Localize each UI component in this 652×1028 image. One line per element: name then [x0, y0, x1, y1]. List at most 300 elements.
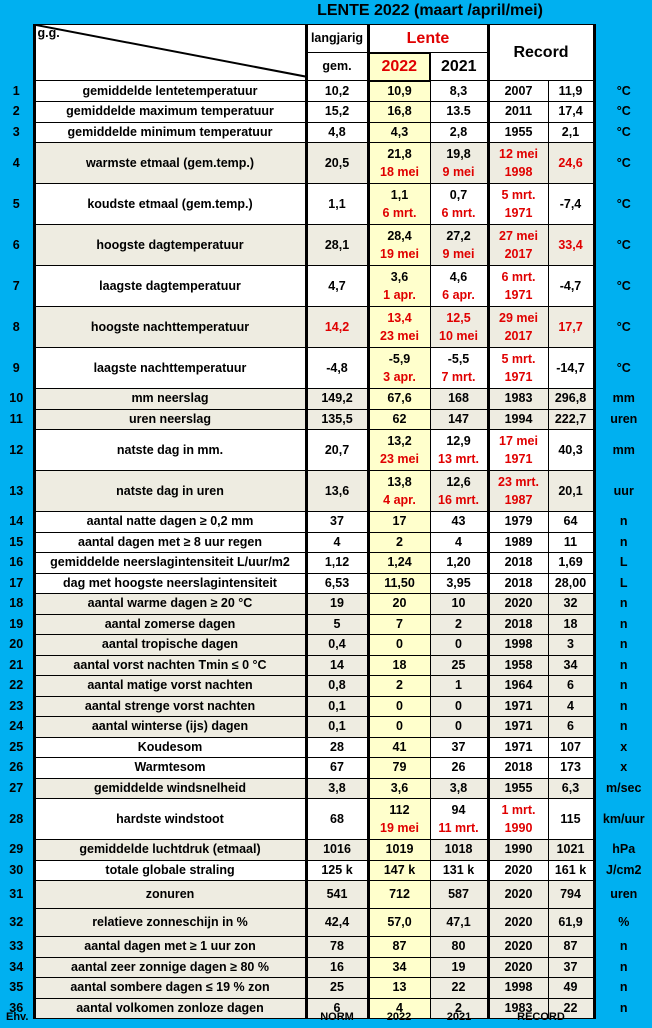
unit-label: °C — [616, 155, 631, 170]
unit-label: n — [619, 959, 628, 974]
row-label: aantal sombere dagen ≤ 19 % zon — [34, 978, 306, 999]
unit-label: n — [619, 939, 628, 954]
record-value: 4 — [548, 696, 594, 717]
table-row — [0, 655, 652, 676]
value-2022: 7 — [368, 614, 430, 635]
row-label: gemiddelde windsnelheid — [34, 778, 306, 799]
record-date — [488, 225, 548, 266]
record-year: 2018 — [488, 614, 548, 635]
record-date — [488, 184, 548, 225]
value-2022 — [368, 266, 430, 307]
unit-label: °C — [616, 83, 631, 98]
record-date — [488, 430, 548, 471]
table-row — [0, 307, 652, 348]
record-day: 27 mei — [499, 228, 538, 243]
value-2022-value: 13,4 — [387, 310, 412, 325]
record-year: 1979 — [488, 512, 548, 533]
value-2021: 25 — [430, 655, 488, 676]
value-2022: 2 — [368, 676, 430, 697]
value-2021: 26 — [430, 758, 488, 779]
value-2021: 1 — [430, 676, 488, 697]
record-value: 3 — [548, 635, 594, 656]
value-2021-value: 19,8 — [446, 146, 471, 161]
row-number: 35 — [9, 980, 24, 995]
row-number: 24 — [9, 719, 24, 734]
value-2022: 0 — [368, 717, 430, 738]
value-2021: 37 — [430, 737, 488, 758]
value-2022: 20 — [368, 594, 430, 615]
record-year: 1990 — [504, 820, 533, 835]
norm-value: 25 — [306, 978, 368, 999]
table-row — [0, 881, 652, 909]
record-year: 1955 — [488, 778, 548, 799]
value-2022-value: 3,6 — [390, 269, 409, 284]
value-2022-value: -5,9 — [388, 351, 411, 366]
record-value: 6,3 — [548, 778, 594, 799]
value-2021-date: 16 mrt. — [438, 492, 479, 507]
row-number: 32 — [9, 915, 24, 929]
norm-value: 28 — [306, 737, 368, 758]
norm-value: 4,8 — [306, 122, 368, 143]
row-label: totale globale straling — [34, 860, 306, 881]
value-2022 — [368, 348, 430, 389]
value-2021: 13.5 — [430, 102, 488, 123]
record-value: 22 — [548, 998, 594, 1019]
record-value: 40,3 — [548, 430, 594, 471]
value-2022-value: 13,2 — [387, 433, 412, 448]
norm-value: 1016 — [306, 840, 368, 861]
row-number: 14 — [9, 514, 24, 529]
record-value: 115 — [548, 799, 594, 840]
row-label: natste dag in mm. — [34, 430, 306, 471]
record-value: 20,1 — [548, 471, 594, 512]
record-year: 1987 — [504, 492, 533, 507]
value-2021-value: 27,2 — [446, 228, 471, 243]
unit-label: n — [619, 616, 628, 631]
record-year: 1994 — [488, 409, 548, 430]
record-date — [488, 266, 548, 307]
norm-value: 149,2 — [306, 389, 368, 410]
record-year: 1989 — [488, 532, 548, 553]
value-2021: 147 — [430, 409, 488, 430]
value-2021: 1,20 — [430, 553, 488, 574]
value-2021: 0 — [430, 696, 488, 717]
record-year: 1998 — [488, 978, 548, 999]
row-number: 8 — [12, 319, 20, 334]
table-row — [0, 614, 652, 635]
norm-value: 1,12 — [306, 553, 368, 574]
value-2022: 57,0 — [368, 909, 430, 937]
value-2022 — [368, 307, 430, 348]
record-date — [488, 307, 548, 348]
record-year: 1971 — [488, 696, 548, 717]
record-year: 2017 — [504, 246, 533, 261]
record-value: 33,4 — [548, 225, 594, 266]
value-2021-date: 13 mrt. — [438, 451, 479, 466]
table-row — [0, 957, 652, 978]
norm-value: -4,8 — [306, 348, 368, 389]
record-year: 2020 — [488, 594, 548, 615]
row-number: 26 — [9, 760, 24, 775]
table-row — [0, 594, 652, 615]
header-gg: g.g. — [37, 26, 60, 40]
value-2021 — [430, 266, 488, 307]
record-year: 1990 — [488, 840, 548, 861]
table-row — [0, 184, 652, 225]
value-2021 — [430, 143, 488, 184]
row-label: aantal zeer zonnige dagen ≥ 80 % — [34, 957, 306, 978]
row-label: natste dag in uren — [34, 471, 306, 512]
record-value: 296,8 — [548, 389, 594, 410]
row-number: 1 — [12, 83, 20, 98]
value-2021-value: 4,6 — [449, 269, 468, 284]
record-year: 1971 — [504, 205, 533, 220]
value-2022: 2 — [368, 532, 430, 553]
record-value: 17,4 — [548, 102, 594, 123]
value-2021: 3,8 — [430, 778, 488, 799]
value-2022-value: 112 — [389, 802, 410, 817]
value-2022-date: 3 apr. — [383, 369, 416, 384]
norm-value: 20,5 — [306, 143, 368, 184]
value-2022: 3,6 — [368, 778, 430, 799]
row-number: 21 — [9, 657, 24, 672]
value-2021 — [430, 430, 488, 471]
footer-2021: 2021 — [446, 1011, 472, 1023]
value-2021: 2,8 — [430, 122, 488, 143]
table-row — [0, 389, 652, 410]
value-2021 — [430, 184, 488, 225]
header-2022: 2022 — [368, 53, 430, 81]
record-value: -14,7 — [548, 348, 594, 389]
row-number: 15 — [9, 534, 24, 549]
row-label: gemiddelde lentetemperatuur — [34, 81, 306, 102]
value-2021-value: 12,9 — [446, 433, 471, 448]
norm-value: 20,7 — [306, 430, 368, 471]
row-number: 23 — [9, 698, 24, 713]
header-lente: Lente — [368, 25, 488, 53]
header-2021: 2021 — [430, 53, 488, 81]
unit-label: n — [619, 596, 628, 611]
row-label: aantal warme dagen ≥ 20 °C — [34, 594, 306, 615]
record-value: 87 — [548, 937, 594, 958]
record-year: 1955 — [488, 122, 548, 143]
record-year: 2020 — [488, 909, 548, 937]
value-2021: 168 — [430, 389, 488, 410]
row-label: aantal winterse (ijs) dagen — [34, 717, 306, 738]
row-number: 36 — [9, 1000, 24, 1015]
row-number: 34 — [9, 959, 24, 974]
row-number: 3 — [12, 124, 20, 139]
record-year: 2020 — [488, 957, 548, 978]
value-2022 — [368, 143, 430, 184]
value-2022: 712 — [368, 881, 430, 909]
value-2021-value: 94 — [451, 802, 466, 817]
record-year: 2018 — [488, 573, 548, 594]
value-2022-date: 18 mei — [380, 164, 419, 179]
unit-label: % — [618, 915, 630, 929]
row-number: 31 — [9, 887, 24, 901]
unit-label: hPa — [612, 842, 636, 857]
record-day: 17 mei — [499, 433, 538, 448]
norm-value: 3,8 — [306, 778, 368, 799]
record-day: 12 mei — [499, 146, 538, 161]
record-year: 1958 — [488, 655, 548, 676]
unit-label: n — [619, 678, 628, 693]
row-number: 17 — [9, 575, 24, 590]
row-label: uren neerslag — [34, 409, 306, 430]
unit-label: x — [620, 760, 628, 775]
value-2022: 1,24 — [368, 553, 430, 574]
unit-label: n — [619, 637, 628, 652]
row-label: aantal dagen met ≥ 1 uur zon — [34, 937, 306, 958]
norm-value: 6 — [306, 998, 368, 1019]
row-label: aantal vorst nachten Tmin ≤ 0 °C — [34, 655, 306, 676]
row-number: 29 — [9, 842, 24, 857]
table-row — [0, 573, 652, 594]
norm-value: 15,2 — [306, 102, 368, 123]
value-2021-value: -5,5 — [447, 351, 470, 366]
table-row — [0, 225, 652, 266]
unit-label: n — [619, 980, 628, 995]
record-day: 5 mrt. — [501, 351, 536, 366]
table-row — [0, 696, 652, 717]
row-number: 10 — [9, 391, 24, 406]
value-2021-date: 7 mrt. — [441, 369, 476, 384]
record-year: 2020 — [488, 937, 548, 958]
value-2022-date: 6 mrt. — [382, 205, 417, 220]
row-number: 6 — [12, 237, 20, 252]
value-2021: 1018 — [430, 840, 488, 861]
norm-value: 0,8 — [306, 676, 368, 697]
climate-table — [0, 24, 652, 1019]
footer-record: RECORD — [517, 1011, 565, 1023]
record-year: 1971 — [504, 369, 533, 384]
row-number: 4 — [12, 155, 20, 170]
unit-label: L — [619, 555, 628, 570]
record-value: 37 — [548, 957, 594, 978]
record-year: 1971 — [488, 717, 548, 738]
value-2022: 0 — [368, 696, 430, 717]
table-row — [0, 758, 652, 779]
value-2021: 10 — [430, 594, 488, 615]
value-2022-date: 1 apr. — [383, 287, 416, 302]
value-2022: 34 — [368, 957, 430, 978]
footer-ehv: Ehv. — [6, 1011, 29, 1023]
header-gem: gem. — [306, 53, 368, 81]
row-label: mm neerslag — [34, 389, 306, 410]
value-2021-date: 6 apr. — [442, 287, 475, 302]
table-row — [0, 102, 652, 123]
row-label: hoogste nachttemperatuur — [34, 307, 306, 348]
value-2021: 2 — [430, 998, 488, 1019]
record-year: 2018 — [488, 758, 548, 779]
record-date — [488, 799, 548, 840]
record-year: 2020 — [488, 881, 548, 909]
unit-label: uren — [610, 411, 638, 426]
table-row — [0, 430, 652, 471]
record-value: 222,7 — [548, 409, 594, 430]
record-year: 1998 — [504, 164, 533, 179]
record-value: 61,9 — [548, 909, 594, 937]
record-value: 1,69 — [548, 553, 594, 574]
row-label: koudste etmaal (gem.temp.) — [34, 184, 306, 225]
row-label: aantal natte dagen ≥ 0,2 mm — [34, 512, 306, 533]
row-label: aantal volkomen zonloze dagen — [34, 998, 306, 1019]
record-value: 11,9 — [548, 81, 594, 102]
norm-value: 4,7 — [306, 266, 368, 307]
unit-label: n — [619, 719, 628, 734]
norm-value: 14 — [306, 655, 368, 676]
value-2022: 1019 — [368, 840, 430, 861]
unit-label: mm — [612, 442, 635, 457]
value-2022-date: 19 mei — [380, 820, 419, 835]
record-day: 6 mrt. — [501, 269, 536, 284]
norm-value: 125 k — [306, 860, 368, 881]
row-number: 22 — [9, 678, 24, 693]
norm-value: 5 — [306, 614, 368, 635]
unit-label: km/uur — [602, 811, 645, 826]
row-number: 9 — [12, 360, 20, 375]
value-2021: 587 — [430, 881, 488, 909]
row-number: 13 — [9, 483, 24, 498]
value-2021-date: 11 mrt. — [438, 820, 479, 835]
value-2021 — [430, 799, 488, 840]
record-year: 2018 — [488, 553, 548, 574]
row-label: Warmtesom — [34, 758, 306, 779]
record-year: 2011 — [488, 102, 548, 123]
row-label: gemiddelde maximum temperatuur — [34, 102, 306, 123]
row-number: 20 — [9, 637, 24, 652]
record-value: 64 — [548, 512, 594, 533]
value-2021-date: 10 mei — [439, 328, 478, 343]
record-value: 6 — [548, 717, 594, 738]
unit-label: uren — [610, 887, 638, 901]
value-2022: 17 — [368, 512, 430, 533]
value-2021: 0 — [430, 635, 488, 656]
unit-label: °C — [616, 196, 631, 211]
value-2021: 131 k — [430, 860, 488, 881]
value-2021: 2 — [430, 614, 488, 635]
value-2021: 19 — [430, 957, 488, 978]
row-label: gemiddelde neerslagintensiteit L/uur/m2 — [34, 553, 306, 574]
unit-label: x — [620, 739, 628, 754]
unit-label: °C — [616, 104, 631, 119]
value-2022: 4 — [368, 998, 430, 1019]
record-year: 2020 — [488, 860, 548, 881]
value-2022: 67,6 — [368, 389, 430, 410]
table-row — [0, 909, 652, 937]
table-row — [0, 143, 652, 184]
record-value: 11 — [548, 532, 594, 553]
value-2022: 87 — [368, 937, 430, 958]
row-number: 27 — [9, 780, 24, 795]
unit-label: mm — [612, 391, 635, 406]
unit-label: °C — [616, 237, 631, 252]
table-row — [0, 717, 652, 738]
record-value: 2,1 — [548, 122, 594, 143]
norm-value: 67 — [306, 758, 368, 779]
norm-value: 10,2 — [306, 81, 368, 102]
record-year: 1964 — [488, 676, 548, 697]
value-2021 — [430, 348, 488, 389]
footer — [0, 1008, 652, 1027]
record-value: 107 — [548, 737, 594, 758]
value-2021-value: 0,7 — [449, 187, 468, 202]
norm-value: 6,53 — [306, 573, 368, 594]
value-2022 — [368, 430, 430, 471]
footer-norm: NORM — [320, 1011, 354, 1023]
row-label: aantal dagen met ≥ 8 uur regen — [34, 532, 306, 553]
value-2021: 43 — [430, 512, 488, 533]
unit-label: J/cm2 — [606, 862, 642, 877]
table-row — [0, 860, 652, 881]
value-2022: 0 — [368, 635, 430, 656]
value-2022-value: 28,4 — [387, 228, 412, 243]
row-label: zonuren — [34, 881, 306, 909]
value-2022-value: 13,8 — [387, 474, 412, 489]
value-2022: 62 — [368, 409, 430, 430]
row-number: 28 — [9, 811, 24, 826]
norm-value: 37 — [306, 512, 368, 533]
row-number: 11 — [9, 411, 23, 426]
value-2021: 47,1 — [430, 909, 488, 937]
unit-label: L — [619, 575, 628, 590]
value-2021-value: 12,5 — [446, 310, 471, 325]
record-value: 24,6 — [548, 143, 594, 184]
row-number: 7 — [12, 278, 20, 293]
unit-label: °C — [616, 278, 631, 293]
value-2021-date: 9 mei — [442, 246, 475, 261]
row-number: 19 — [9, 616, 24, 631]
table-row — [0, 937, 652, 958]
norm-value: 4 — [306, 532, 368, 553]
row-label: gemiddelde luchtdruk (etmaal) — [34, 840, 306, 861]
table-row — [0, 81, 652, 102]
record-value: 161 k — [548, 860, 594, 881]
value-2022 — [368, 225, 430, 266]
norm-value: 541 — [306, 881, 368, 909]
table-row — [0, 409, 652, 430]
table-row — [0, 348, 652, 389]
value-2021: 8,3 — [430, 81, 488, 102]
record-year: 2017 — [504, 328, 533, 343]
record-day: 29 mei — [499, 310, 538, 325]
record-value: -7,4 — [548, 184, 594, 225]
record-year: 1971 — [504, 287, 533, 302]
value-2022-date: 23 mei — [380, 451, 419, 466]
unit-label: n — [619, 698, 628, 713]
row-label: warmste etmaal (gem.temp.) — [34, 143, 306, 184]
unit-label: uur — [613, 483, 634, 498]
value-2022: 16,8 — [368, 102, 430, 123]
diagonal-line — [36, 25, 307, 81]
row-label: laagste dagtemperatuur — [34, 266, 306, 307]
record-date — [488, 471, 548, 512]
row-label: hardste windstoot — [34, 799, 306, 840]
value-2022: 41 — [368, 737, 430, 758]
record-value: -4,7 — [548, 266, 594, 307]
norm-value: 42,4 — [306, 909, 368, 937]
table-row — [0, 635, 652, 656]
norm-value: 0,1 — [306, 717, 368, 738]
unit-label: °C — [616, 124, 631, 139]
record-year: 1983 — [488, 998, 548, 1019]
value-2021 — [430, 225, 488, 266]
record-year: 2007 — [488, 81, 548, 102]
record-year: 1971 — [488, 737, 548, 758]
value-2021 — [430, 471, 488, 512]
unit-label: m/sec — [606, 780, 642, 795]
